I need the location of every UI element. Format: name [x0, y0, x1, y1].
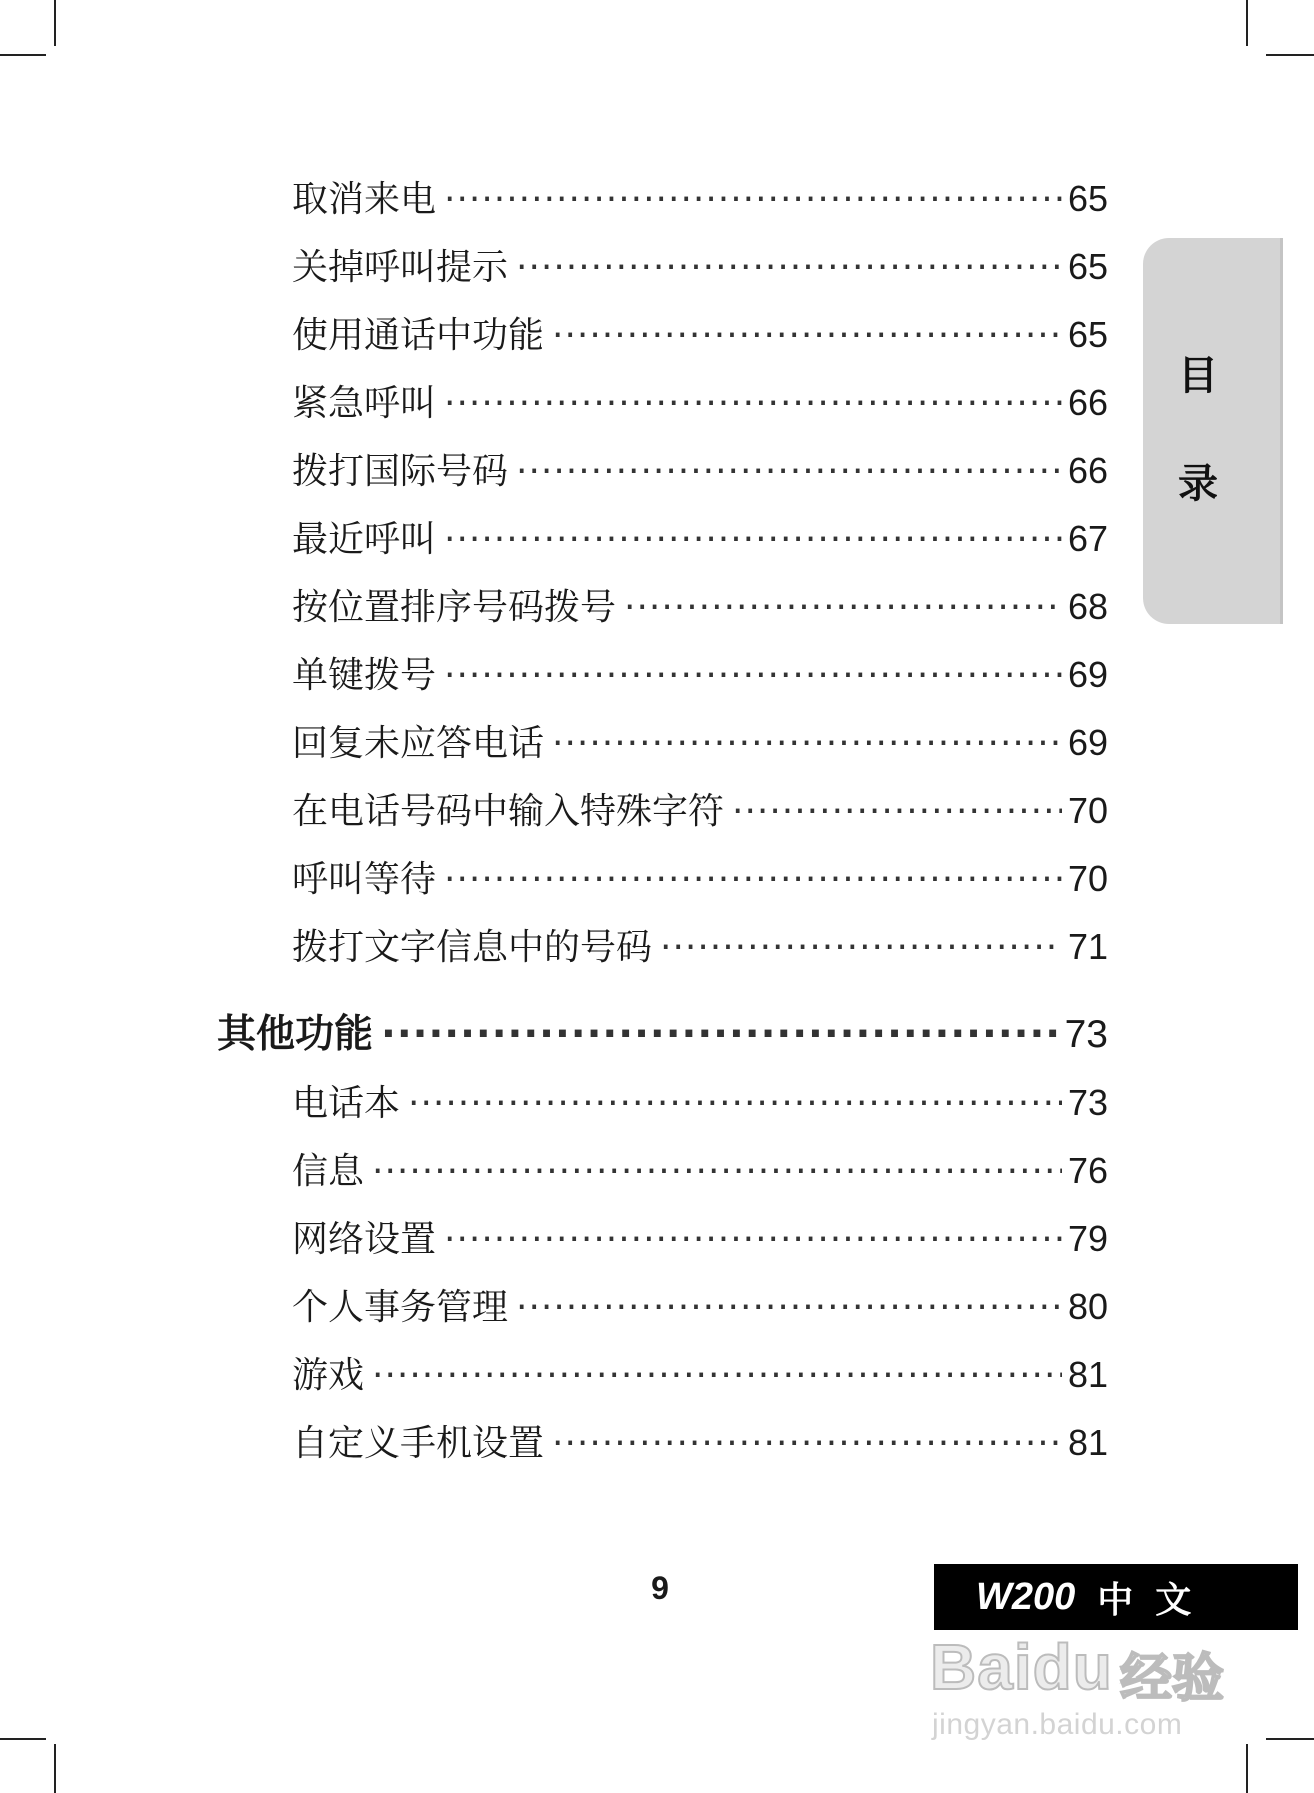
watermark-suffix: 经验: [1120, 1649, 1225, 1709]
toc-entry-page: 81: [1067, 1354, 1108, 1395]
toc-section-heading[interactable]: [217, 1010, 1108, 1060]
dot-leader: [552, 719, 1062, 769]
toc-entry[interactable]: [292, 582, 1108, 632]
watermark-url: jingyan.baidu.com: [932, 1708, 1183, 1741]
dot-leader: [408, 1079, 1062, 1129]
toc-entry[interactable]: [292, 1078, 1108, 1128]
crop-mark-top-right-vertical: [1246, 0, 1248, 46]
toc-entry-title: 游戏: [292, 1355, 365, 1396]
toc-entry[interactable]: [292, 378, 1108, 428]
dot-leader: [381, 1010, 1059, 1060]
watermark-brand: Baidu: [930, 1631, 1113, 1703]
toc-entry-title: 使用通话中功能: [292, 315, 545, 356]
toc-entry-title: 紧急呼叫: [292, 383, 437, 424]
contents-side-tab: [1143, 238, 1283, 624]
toc-entry-title: 按位置排序号码拨号: [292, 587, 617, 628]
dot-leader: [444, 515, 1062, 565]
toc-entry-page: 68: [1067, 586, 1108, 627]
toc-entry-title: 信息: [292, 1151, 365, 1192]
dot-leader: [660, 923, 1062, 973]
dot-leader: [552, 311, 1062, 361]
toc-entry-page: 67: [1067, 518, 1108, 559]
toc-entry-page: 65: [1067, 178, 1108, 219]
dot-leader: [732, 787, 1062, 837]
toc-entry[interactable]: [292, 1418, 1108, 1468]
page-number: 9: [651, 1570, 669, 1606]
toc-entry[interactable]: [292, 1146, 1108, 1196]
toc-entry[interactable]: [292, 922, 1108, 972]
dot-leader: [624, 583, 1062, 633]
toc-entry-title: 自定义手机设置: [292, 1423, 545, 1464]
dot-leader: [444, 379, 1062, 429]
toc-entry-title: 电话本: [292, 1083, 401, 1124]
toc-entry-page: 70: [1067, 790, 1108, 831]
toc-entry[interactable]: [292, 854, 1108, 904]
toc-entry-page: 69: [1067, 654, 1108, 695]
crop-mark-top-left-horizontal: [0, 54, 46, 56]
dot-leader: [552, 1419, 1062, 1469]
crop-mark-top-left-vertical: [54, 0, 56, 46]
toc-entry-title: 呼叫等待: [292, 859, 437, 900]
model-name: W200: [976, 1575, 1076, 1618]
toc-entry[interactable]: [292, 514, 1108, 564]
dot-leader: [516, 243, 1062, 293]
dot-leader: [372, 1147, 1062, 1197]
language-label: 中文: [1097, 1579, 1214, 1621]
toc-entry[interactable]: [292, 446, 1108, 496]
toc-entry-page: 80: [1067, 1286, 1108, 1327]
toc-entry[interactable]: [292, 718, 1108, 768]
toc-entry-title: 关掉呼叫提示: [292, 247, 509, 288]
toc-entry-page: 65: [1067, 246, 1108, 287]
model-label-box: [934, 1564, 1298, 1630]
toc-section-title: 其他功能: [217, 1012, 374, 1057]
dot-leader: [372, 1351, 1062, 1401]
toc-entry-title: 拨打国际号码: [292, 451, 509, 492]
baidu-watermark: [930, 1630, 1230, 1750]
side-tab-char: 目: [1178, 352, 1218, 399]
toc-entry-page: 65: [1067, 314, 1108, 355]
dot-leader: [516, 447, 1062, 497]
toc-entry[interactable]: [292, 1350, 1108, 1400]
toc-entry-title: 最近呼叫: [292, 519, 437, 560]
toc-entry-title: 拨打文字信息中的号码: [292, 927, 653, 968]
toc-section-page: 73: [1064, 1013, 1108, 1056]
toc-entry-title: 取消来电: [292, 179, 437, 220]
toc-entry[interactable]: [292, 650, 1108, 700]
toc-entry-page: 71: [1067, 926, 1108, 967]
toc-entry-title: 个人事务管理: [292, 1287, 509, 1328]
crop-mark-bottom-left-vertical: [54, 1744, 56, 1793]
toc-entry-title: 回复未应答电话: [292, 723, 545, 764]
toc-entry-page: 70: [1067, 858, 1108, 899]
toc-entry-page: 79: [1067, 1218, 1108, 1259]
crop-mark-bottom-left-horizontal: [0, 1738, 46, 1740]
toc-entry-page: 73: [1067, 1082, 1108, 1123]
toc-entry[interactable]: [292, 786, 1108, 836]
toc-entry-title: 网络设置: [292, 1219, 437, 1260]
dot-leader: [516, 1283, 1062, 1333]
toc-entry-page: 76: [1067, 1150, 1108, 1191]
side-tab-char: 录: [1178, 460, 1218, 507]
dot-leader: [444, 651, 1062, 701]
toc-entry-title: 在电话号码中输入特殊字符: [292, 791, 725, 832]
toc-entry-page: 66: [1067, 450, 1108, 491]
crop-mark-top-right-horizontal: [1266, 54, 1314, 56]
crop-mark-bottom-right-vertical: [1246, 1744, 1248, 1793]
dot-leader: [444, 175, 1062, 225]
toc-entry[interactable]: [292, 310, 1108, 360]
toc-entry-page: 69: [1067, 722, 1108, 763]
toc-entry[interactable]: [292, 1214, 1108, 1264]
toc-entry[interactable]: [292, 242, 1108, 292]
crop-mark-bottom-right-horizontal: [1266, 1738, 1314, 1740]
toc-entry-page: 81: [1067, 1422, 1108, 1463]
dot-leader: [444, 855, 1062, 905]
dot-leader: [444, 1215, 1062, 1265]
toc-entry[interactable]: [292, 174, 1108, 224]
toc-entry-title: 单键拨号: [292, 655, 437, 696]
toc-entry-page: 66: [1067, 382, 1108, 423]
toc-entry[interactable]: [292, 1282, 1108, 1332]
